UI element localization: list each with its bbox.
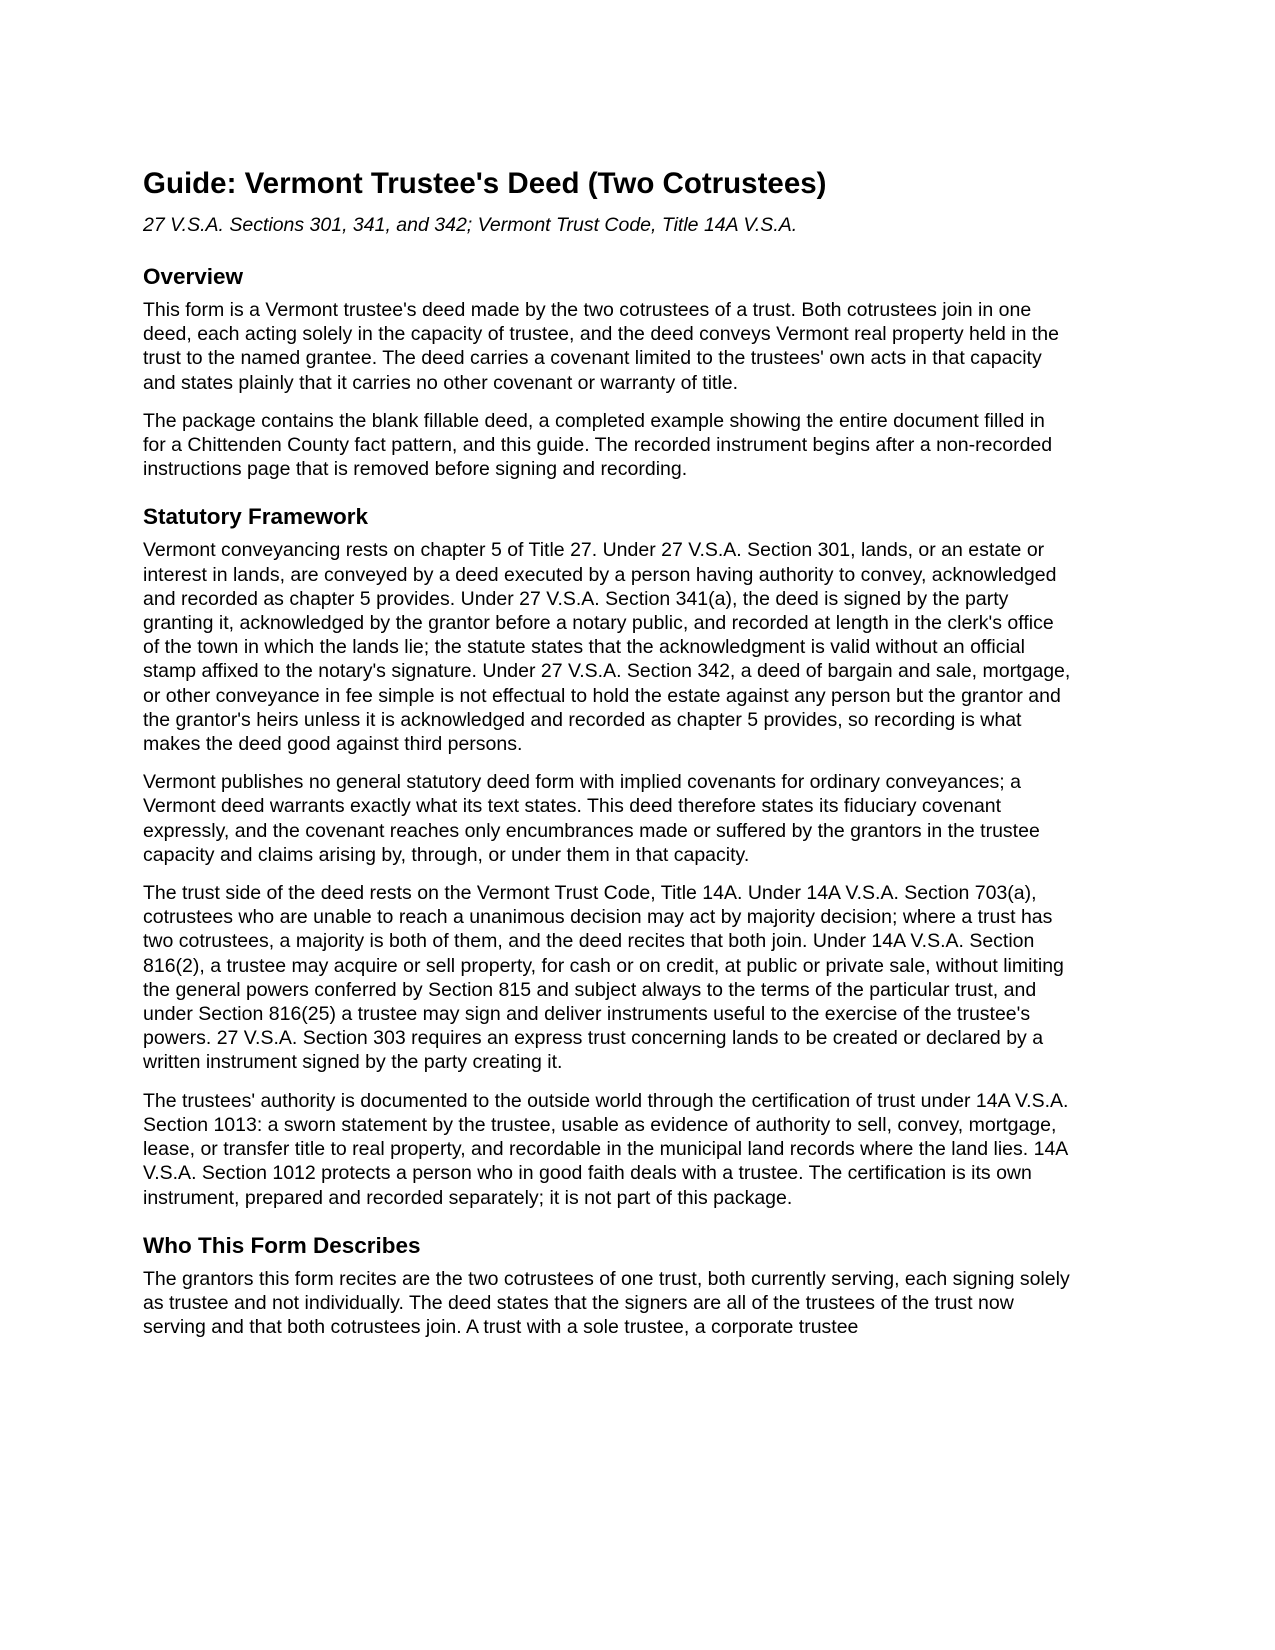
paragraph: The trust side of the deed rests on the Vermont Trust Code, Title 14A. Under 14A V.S.A. Section 703(a), cotrustees who are unable to reach a unanimous decision may act by majority decision; where a trust has two cotrustees, a majority is both of them, and the deed recites that both join. Under 14A V.S.A. Section 816(2), a trustee may acquire or sell property, for cash or on credit, at public or private sale, without limiting the general powers conferred by Section 815 and subject always to the terms of the particular trust, and under Section 816(25) a trustee may sign and deliver instruments useful to the exercise of the trustee's powers. 27 V.S.A. Section 303 requires an express trust concerning lands to be created or declared by a written instrument signed by the party creating it. xyxy=(143,882,1064,1074)
paragraph: Vermont publishes no general statutory deed form with implied covenants for ordinary conveyances; a Vermont deed warrants exactly what its text states. This deed therefore states its fiduciary covenant expressly, and the covenant reaches only encumbrances made or suffered by the grantors in the trustee capacity and claims arising by, through, or under them in that capacity. xyxy=(143,771,1040,866)
section-heading-overview: Overview xyxy=(143,264,244,289)
section-heading-statutory-framework: Statutory Framework xyxy=(143,504,369,530)
document-title: Guide: Vermont Trustee's Deed (Two Cotrustees) xyxy=(143,167,827,200)
section-heading-who-this-form-describes: Who This Form Describes xyxy=(143,1232,421,1258)
paragraph: Vermont conveyancing rests on chapter 5 of Title 27. Under 27 V.S.A. Section 301, lands, or an estate or interest in lands, are conveyed by a deed executed by a person having authority to convey, acknowledged and recorded as chapter 5 provides. Under 27 V.S.A. Section 341(a), the deed is signed by the party granting it, acknowledged by the grantor before a notary public, and recorded at length in the clerk's office of the town in which the lands lie; the statute states that the acknowledgment is valid without an official stamp affixed to the notary's signature. Under 27 V.S.A. Section 342, a deed of bargain and sale, mortgage, or other conveyance in fee simple is not effectual to hold the estate against any person but the grantor and the grantor's heirs unless it is acknowledged and recorded as chapter 5 provides, so recording is what makes the deed good against third persons. xyxy=(143,539,1071,756)
paragraph: The package contains the blank fillable deed, a completed example showing the entire document filled in for a Chittenden County fact pattern, and this guide. The recorded instrument begins after a non-recorded instructions page that is removed before signing and recording. xyxy=(143,409,1053,481)
document-page xyxy=(143,164,1073,1339)
document-subtitle: 27 V.S.A. Sections 301, 341, and 342; Vermont Trust Code, Title 14A V.S.A. xyxy=(143,214,798,236)
paragraph: This form is a Vermont trustee's deed made by the two cotrustees of a trust. Both cotrustees join in one deed, each acting solely in the capacity of trustee, and the deed conveys Vermont real property held in the trust to the named grantee. The deed carries a covenant limited to the trustees' own acts in that capacity and states plainly that it carries no other covenant or warranty of title. xyxy=(143,299,1059,394)
paragraph: The trustees' authority is documented to the outside world through the certification of trust under 14A V.S.A. Section 1013: a sworn statement by the trustee, usable as evidence of authority to sell, convey, mortgage, lease, or transfer title to real property, and recordable in the municipal land records where the land lies. 14A V.S.A. Section 1012 protects a person who in good faith deals with a trustee. The certification is its own instrument, prepared and recorded separately; it is not part of this package. xyxy=(143,1089,1069,1209)
paragraph: The grantors this form recites are the two cotrustees of one trust, both currently serving, each signing solely as trustee and not individually. The deed states that the signers are all of the trustees of the trust now serving and that both cotrustees join. A trust with a sole trustee, a corporate trustee xyxy=(143,1267,1070,1339)
